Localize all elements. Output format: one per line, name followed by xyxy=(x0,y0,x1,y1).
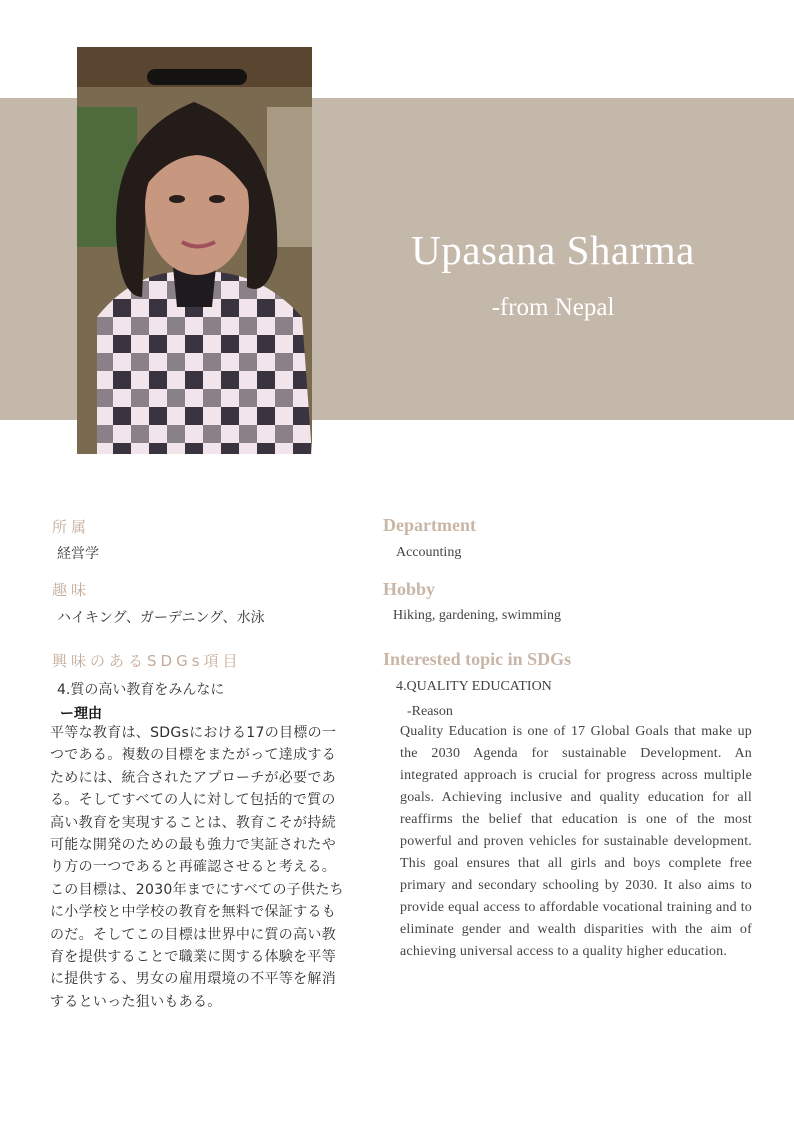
en-sdgs-heading: Interested topic in SDGs xyxy=(383,649,572,669)
jp-hobby-value: ハイキング、ガーデニング、水泳 xyxy=(57,610,265,626)
jp-reason-text: 平等な教育は、SDGsにおける17の目標の一つである。複数の目標をまたがって達成するためには、統合されたアプローチが必要である。そしてすべての人に対して包括的で質の高い教育を実現することは、教育こそが持続可能な開発のための最も強力で実証されたやり方の一つであると再確認させると考える。この目標は、2030年までにすべての子供たちに小学校と中学校の教育を無料で保証するものだ。そしてこの目標は世界中に質の高い教育を提供することで職業に関する体験を平等に提供する、男女の雇用環境の不平等を解消するといった狙いもある。 xyxy=(50,725,344,1010)
jp-sdgs-value: 4.質の高い教育をみんなに xyxy=(57,682,225,698)
en-hobby-value: Hiking, gardening, swimming xyxy=(393,608,561,623)
profile-origin: -from Nepal xyxy=(491,294,615,321)
jp-sdgs-heading: 興味のあるSDGs項目 xyxy=(52,652,242,670)
profile-name: Upasana Sharma xyxy=(411,227,695,273)
jp-affiliation-heading: 所属 xyxy=(52,518,91,536)
en-sdgs-value: 4.QUALITY EDUCATION xyxy=(396,679,552,694)
en-reason-text: Quality Education is one of 17 Global Goals that make up the 2030 Agenda for sustainable Development. An integrated approach is crucial for progress across multiple goals. Achieving inclusive and quality education for all reaffirms the belief that education is one of the most powerful and proven vehicles for sustainable development. This goal ensures that all girls and boys complete free primary and secondary schooling by 2030. It also aims to provide equal access to affordable vocational training and to eliminate gender and wealth disparities with the aim of achieving universal access to a quality higher education. xyxy=(400,724,752,959)
jp-hobby-heading: 趣味 xyxy=(52,581,91,599)
en-department-heading: Department xyxy=(383,515,476,535)
en-department-value: Accounting xyxy=(396,545,462,560)
jp-affiliation-value: 経営学 xyxy=(57,546,99,562)
en-reason-label: -Reason xyxy=(407,704,453,719)
en-hobby-heading: Hobby xyxy=(383,579,436,599)
jp-reason-label: ー理由 xyxy=(60,706,102,722)
profile-photo xyxy=(77,47,312,454)
